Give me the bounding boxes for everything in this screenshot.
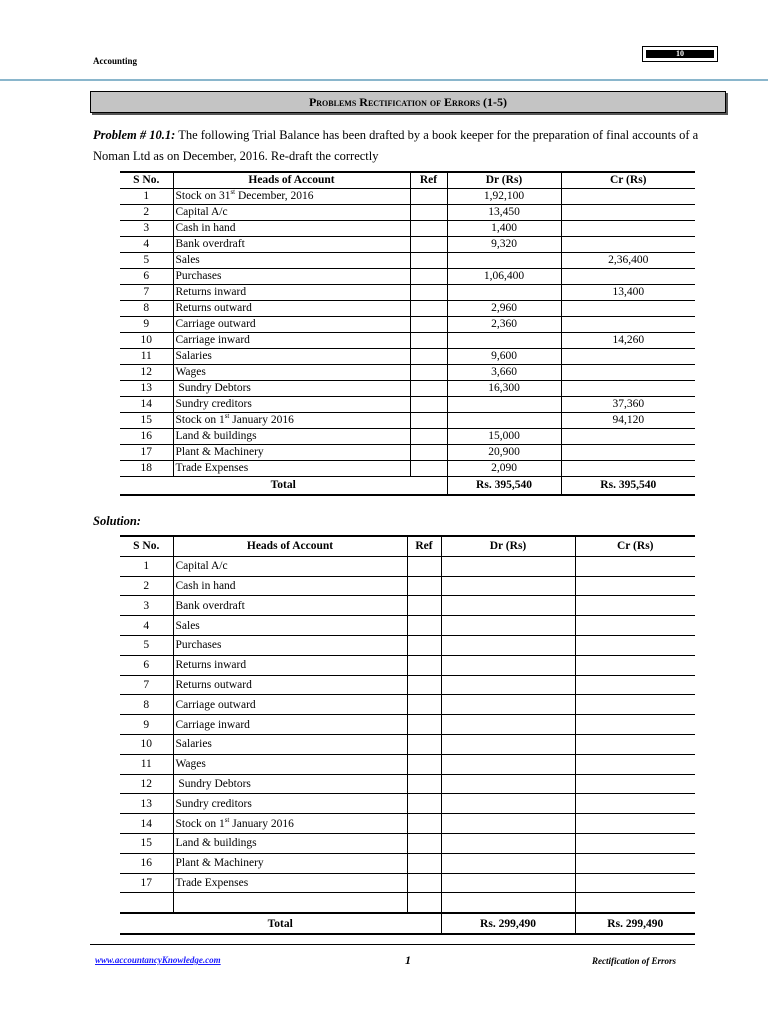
table-row <box>120 333 695 349</box>
dr-cell <box>447 397 561 413</box>
dr-cell <box>441 873 575 893</box>
dr-cell <box>441 695 575 715</box>
cr-cell <box>561 189 695 205</box>
dr-cell: 2,090 <box>447 461 561 477</box>
sno-cell: 7 <box>120 285 173 301</box>
head-text: Capital A/c <box>175 560 228 573</box>
ref-cell <box>407 873 441 893</box>
head-cell <box>173 695 407 715</box>
head-text: Land & buildings <box>175 430 257 442</box>
head-cell <box>173 833 407 853</box>
table-row <box>120 205 695 221</box>
head-text: Stock on 31 <box>175 190 231 202</box>
table-row <box>120 616 695 636</box>
dr-cell <box>441 556 575 576</box>
head-cell <box>173 221 410 237</box>
sno-cell: 6 <box>120 269 173 285</box>
trial-balance-total-row <box>120 477 695 496</box>
dr-cell: 2,360 <box>447 317 561 333</box>
head-cell <box>173 189 410 205</box>
table-row <box>120 413 695 429</box>
ref-cell <box>410 317 447 333</box>
head-text: Sales <box>175 254 200 266</box>
head-text: Bank overdraft <box>175 599 245 612</box>
dr-cell <box>441 754 575 774</box>
head-cell <box>173 461 410 477</box>
head-cell <box>173 655 407 675</box>
table-row <box>120 734 695 754</box>
sno-cell: 9 <box>120 317 173 333</box>
sno-cell: 2 <box>120 576 173 596</box>
ref-cell <box>410 365 447 381</box>
table-row <box>120 285 695 301</box>
dr-cell <box>441 774 575 794</box>
head-text: Sundry creditors <box>175 797 252 810</box>
trial-balance-table <box>120 171 695 496</box>
solution-total-row <box>120 913 695 934</box>
table-row <box>120 381 695 397</box>
cr-cell <box>561 365 695 381</box>
col-dr: Dr (Rs) <box>447 172 561 189</box>
head-cell <box>173 556 407 576</box>
table-row <box>120 576 695 596</box>
table-row <box>120 675 695 695</box>
col-cr: Cr (Rs) <box>575 536 695 556</box>
solution-blank-row <box>120 893 695 913</box>
solution-label: Solution: <box>93 514 141 528</box>
head-superscript: st <box>230 188 236 197</box>
dr-cell <box>441 655 575 675</box>
solution-table <box>120 535 695 935</box>
dr-cell <box>441 853 575 873</box>
ref-cell <box>407 576 441 596</box>
dr-cell <box>441 833 575 853</box>
head-cell <box>173 205 410 221</box>
head-cell <box>173 675 407 695</box>
cr-cell: 2,36,400 <box>561 253 695 269</box>
head-cell <box>173 873 407 893</box>
head-cell <box>173 253 410 269</box>
cr-cell <box>575 794 695 814</box>
sno-cell: 1 <box>120 556 173 576</box>
ref-cell <box>407 655 441 675</box>
head-text: Plant & Machinery <box>175 857 264 870</box>
ref-cell <box>407 616 441 636</box>
cr-cell <box>561 461 695 477</box>
ref-cell <box>410 429 447 445</box>
ref-cell <box>410 205 447 221</box>
sno-cell: 13 <box>120 381 173 397</box>
dr-cell <box>447 333 561 349</box>
sno-cell: 5 <box>120 253 173 269</box>
ref-cell <box>410 237 447 253</box>
head-text: Salaries <box>175 738 212 751</box>
total-label: Total <box>120 913 441 934</box>
cr-cell <box>561 301 695 317</box>
cr-cell: 37,360 <box>561 397 695 413</box>
sno-cell: 8 <box>120 695 173 715</box>
ref-cell <box>410 221 447 237</box>
table-row <box>120 445 695 461</box>
head-text: Trade Expenses <box>175 876 249 889</box>
sno-cell: 12 <box>120 774 173 794</box>
ref-cell <box>407 556 441 576</box>
ref-cell <box>407 814 441 834</box>
head-text: Land & buildings <box>175 837 257 850</box>
table-row <box>120 237 695 253</box>
head-text: Carriage inward <box>175 718 250 731</box>
cr-cell <box>575 774 695 794</box>
sno-cell: 9 <box>120 715 173 735</box>
head-text: Purchases <box>175 270 222 282</box>
sno-cell: 4 <box>120 237 173 253</box>
head-cell <box>173 576 407 596</box>
sno-cell: 14 <box>120 397 173 413</box>
col-dr: Dr (Rs) <box>441 536 575 556</box>
table-row <box>120 365 695 381</box>
head-text: Sundry Debtors <box>175 382 251 394</box>
cr-cell <box>561 381 695 397</box>
dr-cell: 9,320 <box>447 237 561 253</box>
head-superscript: st <box>224 815 230 824</box>
cr-cell <box>575 734 695 754</box>
sno-cell: 17 <box>120 873 173 893</box>
dr-cell <box>441 734 575 754</box>
head-text: Carriage outward <box>175 698 256 711</box>
ref-cell <box>407 853 441 873</box>
sno-cell: 11 <box>120 754 173 774</box>
problem-statement <box>93 125 729 167</box>
dr-cell: 1,400 <box>447 221 561 237</box>
header-subject: Accounting <box>93 56 138 66</box>
head-cell <box>173 715 407 735</box>
ref-cell <box>407 675 441 695</box>
sno-cell: 14 <box>120 814 173 834</box>
head-text-suffix: January 2016 <box>229 817 294 830</box>
ref-cell <box>407 596 441 616</box>
sno-cell: 3 <box>120 596 173 616</box>
cr-cell <box>575 814 695 834</box>
head-cell <box>173 814 407 834</box>
ref-cell <box>410 285 447 301</box>
head-text-suffix: December, 2016 <box>235 190 314 202</box>
head-cell <box>173 365 410 381</box>
cr-cell <box>575 715 695 735</box>
head-cell <box>173 429 410 445</box>
sno-cell: 3 <box>120 221 173 237</box>
table-row <box>120 556 695 576</box>
table-row <box>120 301 695 317</box>
ref-cell <box>407 715 441 735</box>
head-text: Plant & Machinery <box>175 446 264 458</box>
ref-cell <box>407 794 441 814</box>
dr-cell: 9,600 <box>447 349 561 365</box>
sno-cell: 17 <box>120 445 173 461</box>
dr-cell <box>441 635 575 655</box>
cr-cell <box>561 205 695 221</box>
cr-cell <box>575 655 695 675</box>
head-cell <box>173 349 410 365</box>
sno-cell: 13 <box>120 794 173 814</box>
total-dr: Rs. 395,540 <box>447 477 561 496</box>
head-cell <box>173 237 410 253</box>
ref-cell <box>410 381 447 397</box>
ref-cell <box>410 333 447 349</box>
sno-cell: 16 <box>120 853 173 873</box>
footer-website-link[interactable]: www.accountancyKnowledge.com <box>95 955 221 965</box>
table-row <box>120 833 695 853</box>
total-label: Total <box>120 477 447 496</box>
head-cell <box>173 754 407 774</box>
col-ref: Ref <box>410 172 447 189</box>
dr-cell <box>441 675 575 695</box>
cr-cell <box>575 675 695 695</box>
sno-cell: 5 <box>120 635 173 655</box>
head-text: Bank overdraft <box>175 238 245 250</box>
cr-cell <box>561 221 695 237</box>
head-text: Returns inward <box>175 286 247 298</box>
dr-cell <box>441 814 575 834</box>
head-text: Cash in hand <box>175 579 236 592</box>
table-row <box>120 221 695 237</box>
sno-cell: 7 <box>120 675 173 695</box>
ref-cell <box>410 189 447 205</box>
cr-cell <box>561 445 695 461</box>
head-cell <box>173 616 407 636</box>
head-superscript: st <box>224 412 230 421</box>
page-number-label: 10 <box>646 50 714 58</box>
col-cr: Cr (Rs) <box>561 172 695 189</box>
ref-cell <box>407 635 441 655</box>
dr-cell: 1,06,400 <box>447 269 561 285</box>
ref-cell <box>407 754 441 774</box>
table-row <box>120 189 695 205</box>
ref-cell <box>410 269 447 285</box>
footer-divider <box>90 944 695 945</box>
head-cell <box>173 774 407 794</box>
head-text: Capital A/c <box>175 206 228 218</box>
cr-cell <box>561 237 695 253</box>
head-text: Sundry Debtors <box>175 777 251 790</box>
cr-cell: 14,260 <box>561 333 695 349</box>
total-cr: Rs. 395,540 <box>561 477 695 496</box>
header-divider <box>0 79 768 81</box>
head-text: Returns inward <box>175 659 247 672</box>
head-cell <box>173 381 410 397</box>
head-text: Salaries <box>175 350 212 362</box>
head-text: Purchases <box>175 639 222 652</box>
sno-cell: 12 <box>120 365 173 381</box>
solution-header-row <box>120 536 695 556</box>
head-cell <box>173 794 407 814</box>
cr-cell <box>575 833 695 853</box>
dr-cell: 20,900 <box>447 445 561 461</box>
col-sno: S No. <box>120 536 173 556</box>
head-cell <box>173 285 410 301</box>
cr-cell <box>561 269 695 285</box>
dr-cell: 3,660 <box>447 365 561 381</box>
table-row <box>120 794 695 814</box>
table-row <box>120 814 695 834</box>
cr-cell <box>575 616 695 636</box>
dr-cell <box>447 285 561 301</box>
col-sno: S No. <box>120 172 173 189</box>
cr-cell <box>575 635 695 655</box>
sno-cell: 1 <box>120 189 173 205</box>
cr-cell <box>575 695 695 715</box>
cr-cell <box>575 873 695 893</box>
head-text: Sales <box>175 619 200 632</box>
dr-cell <box>441 596 575 616</box>
page-number-box <box>642 46 718 62</box>
head-text: Carriage inward <box>175 334 250 346</box>
cr-cell <box>575 556 695 576</box>
head-cell <box>173 635 407 655</box>
ref-cell <box>407 774 441 794</box>
table-row <box>120 774 695 794</box>
ref-cell <box>410 301 447 317</box>
head-cell <box>173 333 410 349</box>
table-row <box>120 635 695 655</box>
cr-cell <box>561 349 695 365</box>
dr-cell: 2,960 <box>447 301 561 317</box>
dr-cell: 15,000 <box>447 429 561 445</box>
table-row <box>120 317 695 333</box>
dr-cell <box>441 715 575 735</box>
table-row <box>120 695 695 715</box>
trial-balance-header-row <box>120 172 695 189</box>
dr-cell <box>447 413 561 429</box>
sno-cell: 6 <box>120 655 173 675</box>
problem-text: The following Trial Balance has been drafted by a book keeper for the preparation of final accounts of a Noman Ltd as on December, 2016. Re-draft the correctly <box>93 128 699 163</box>
head-cell <box>173 734 407 754</box>
ref-cell <box>410 413 447 429</box>
table-row <box>120 873 695 893</box>
ref-cell <box>410 445 447 461</box>
ref-cell <box>407 833 441 853</box>
head-text: Returns outward <box>175 678 252 691</box>
cr-cell <box>575 596 695 616</box>
sno-cell: 16 <box>120 429 173 445</box>
table-row <box>120 853 695 873</box>
sno-cell: 15 <box>120 833 173 853</box>
head-cell <box>173 269 410 285</box>
head-text: Wages <box>175 366 206 378</box>
cr-cell <box>561 317 695 333</box>
total-cr: Rs. 299,490 <box>575 913 695 934</box>
head-text: Sundry creditors <box>175 398 252 410</box>
dr-cell <box>441 794 575 814</box>
ref-cell <box>407 695 441 715</box>
total-dr: Rs. 299,490 <box>441 913 575 934</box>
head-cell <box>173 445 410 461</box>
sno-cell: 18 <box>120 461 173 477</box>
head-text: Cash in hand <box>175 222 236 234</box>
head-cell <box>173 413 410 429</box>
sno-cell: 10 <box>120 333 173 349</box>
col-heads: Heads of Account <box>173 172 410 189</box>
section-title: Problems Rectification of Errors (1-5) <box>90 91 726 113</box>
cr-cell <box>575 853 695 873</box>
dr-cell <box>441 576 575 596</box>
table-row <box>120 253 695 269</box>
dr-cell: 1,92,100 <box>447 189 561 205</box>
head-text-suffix: January 2016 <box>229 414 294 426</box>
table-row <box>120 596 695 616</box>
dr-cell <box>447 253 561 269</box>
ref-cell <box>410 397 447 413</box>
head-text: Carriage outward <box>175 318 256 330</box>
ref-cell <box>410 349 447 365</box>
table-row <box>120 349 695 365</box>
sno-cell: 4 <box>120 616 173 636</box>
cr-cell <box>575 576 695 596</box>
col-heads: Heads of Account <box>173 536 407 556</box>
table-row <box>120 461 695 477</box>
footer-section-name: Rectification of Errors <box>592 956 677 966</box>
head-cell <box>173 317 410 333</box>
dr-cell: 16,300 <box>447 381 561 397</box>
head-cell <box>173 301 410 317</box>
sno-cell: 11 <box>120 349 173 365</box>
head-text: Trade Expenses <box>175 462 249 474</box>
ref-cell <box>410 253 447 269</box>
table-row <box>120 655 695 675</box>
ref-cell <box>407 734 441 754</box>
head-text: Returns outward <box>175 302 252 314</box>
head-cell <box>173 397 410 413</box>
sno-cell: 8 <box>120 301 173 317</box>
cr-cell: 13,400 <box>561 285 695 301</box>
cr-cell <box>575 754 695 774</box>
table-row <box>120 429 695 445</box>
head-text: Wages <box>175 758 206 771</box>
cr-cell: 94,120 <box>561 413 695 429</box>
dr-cell <box>441 616 575 636</box>
table-row <box>120 715 695 735</box>
head-cell <box>173 596 407 616</box>
table-row <box>120 269 695 285</box>
table-row <box>120 397 695 413</box>
ref-cell <box>410 461 447 477</box>
head-cell <box>173 853 407 873</box>
head-text: Stock on 1 <box>175 817 225 830</box>
dr-cell: 13,450 <box>447 205 561 221</box>
sno-cell: 15 <box>120 413 173 429</box>
problem-label: Problem # 10.1: <box>93 128 176 142</box>
cr-cell <box>561 429 695 445</box>
sno-cell: 2 <box>120 205 173 221</box>
head-text: Stock on 1 <box>175 414 225 426</box>
col-ref: Ref <box>407 536 441 556</box>
footer-page-number: 1 <box>405 953 411 967</box>
sno-cell: 10 <box>120 734 173 754</box>
table-row <box>120 754 695 774</box>
